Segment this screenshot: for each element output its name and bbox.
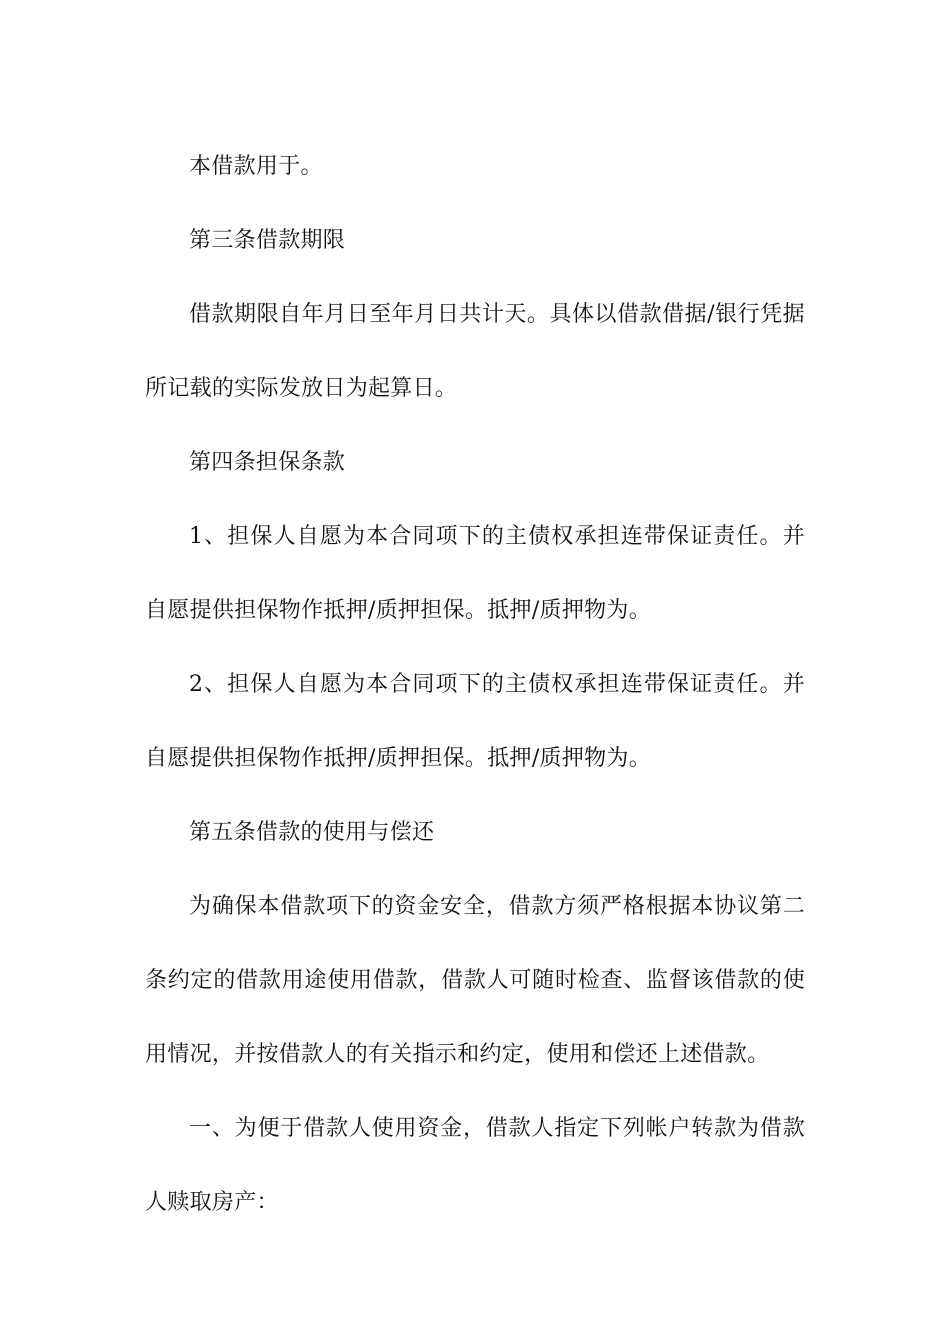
heading-article-4: 第四条担保条款	[189, 450, 346, 475]
paragraph-purpose: 本借款用于。	[189, 154, 323, 179]
paragraph-guarantee-2: 2、担保人自愿为本合同项下的主债权承担连带保证责任。并自愿提供担保物作抵押/质押担保。抵押/质押物为。	[145, 672, 805, 771]
heading-article-3: 第三条借款期限	[189, 228, 346, 253]
paragraph-term: 借款期限自年月日至年月日共计天。具体以借款借据/银行凭据所记载的实际发放日为起算日。	[145, 302, 805, 401]
paragraph-account-transfer: 一、为便于借款人使用资金，借款人指定下列帐户转款为借款人赎取房产：	[145, 1116, 805, 1215]
document-body	[145, 130, 805, 1240]
paragraph-use-repayment: 为确保本借款项下的资金安全，借款方须严格根据本协议第二条约定的借款用途使用借款，借款人可随时检查、监督该借款的使用情况，并按借款人的有关指示和约定，使用和偿还上述借款。	[145, 894, 805, 1067]
heading-article-5: 第五条借款的使用与偿还	[189, 820, 435, 845]
paragraph-guarantee-1: 1、担保人自愿为本合同项下的主债权承担连带保证责任。并自愿提供担保物作抵押/质押担保。抵押/质押物为。	[145, 524, 805, 623]
